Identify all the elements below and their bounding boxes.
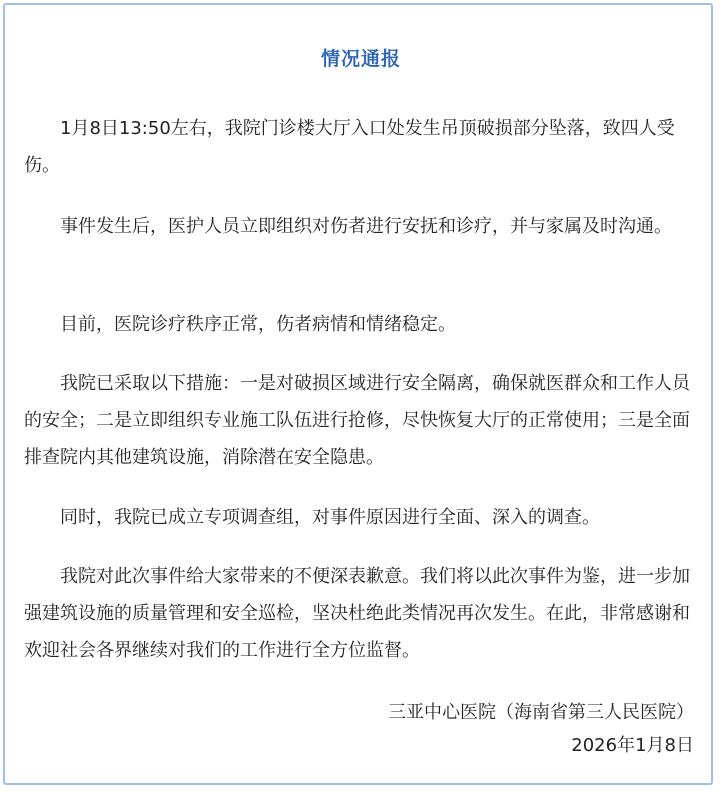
paragraph-status: 目前，医院诊疗秩序正常，伤者病情和情绪稳定。 [60, 314, 456, 335]
paragraph-response: 事件发生后，医护人员立即组织对伤者进行安抚和诊疗，并与家属及时沟通。 [60, 216, 672, 237]
paragraph-incident: 1月8日13:50左右，我院门诊楼大厅入口处发生吊顶破损部分坠落，致四人受伤。 [24, 118, 675, 176]
signature-date: 2026年1月8日 [571, 735, 694, 756]
signature-hospital: 三亚中心医院（海南省第三人民医院） [388, 702, 694, 723]
paragraph-apology: 我院对此次事件给大家带来的不便深表歉意。我们将以此次事件为鉴，进一步加强建筑设施的质量管理和安全巡检，坚决杜绝此类情况再次发生。在此，非常感谢和欢迎社会各界继续对我们的工作进行全方位监督。 [24, 566, 690, 661]
paragraph-investigation: 同时，我院已成立专项调查组，对事件原因进行全面、深入的调查。 [60, 507, 600, 528]
notice-title: 情况通报 [320, 48, 401, 70]
paragraph-measures: 我院已采取以下措施：一是对破损区域进行安全隔离，确保就医群众和工作人员的安全；二是立即组织专业施工队伍进行抢修，尽快恢复大厅的正常使用；三是全面排查院内其他建筑设施，消除潜在安全隐患。 [24, 373, 690, 468]
